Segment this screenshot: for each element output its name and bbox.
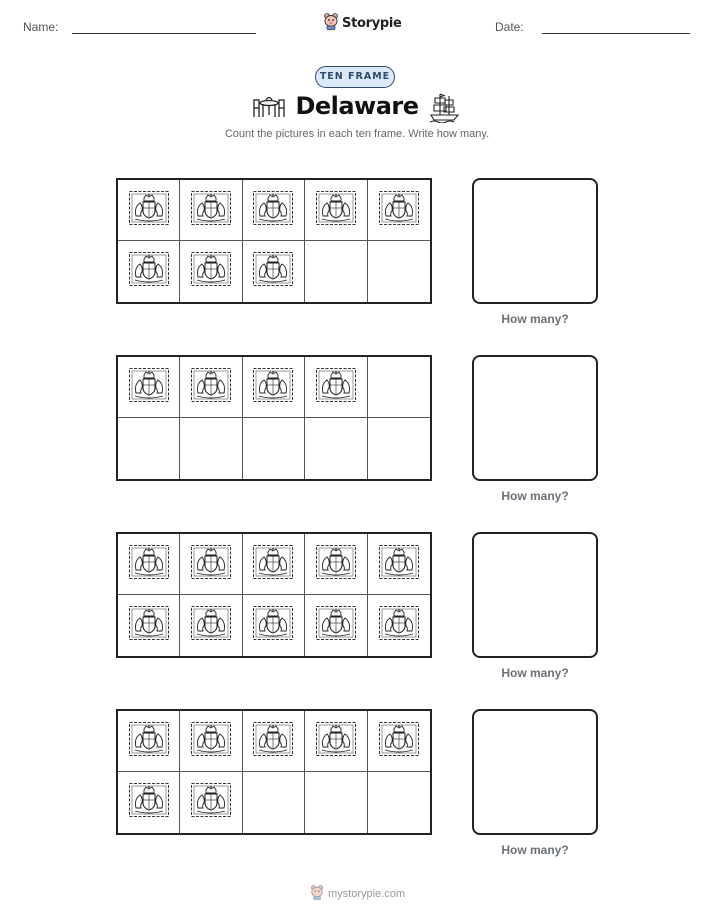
coat-of-arms-icon [190, 251, 232, 292]
ten-frame-cell [243, 711, 305, 772]
coat-of-arms-icon [252, 190, 294, 231]
date-label: Date: [495, 20, 524, 34]
ten-frame-cell [180, 241, 242, 302]
ten-frame-cell [118, 357, 180, 418]
tall-ship-icon [428, 91, 460, 128]
how-many-label-4: How many? [501, 843, 569, 857]
page-title: Delaware [295, 92, 419, 120]
ten-frame-cell [305, 711, 367, 772]
ten-frame-3 [116, 532, 432, 658]
storypie-mascot-icon [323, 12, 339, 35]
ten-frame-cell [305, 418, 367, 479]
ten-frame-cell [180, 711, 242, 772]
ten-frame-cell [243, 772, 305, 833]
ten-frame-cell [368, 357, 430, 418]
coat-of-arms-icon [378, 190, 420, 231]
ten-frame-cell [243, 357, 305, 418]
ten-frame-cell [180, 772, 242, 833]
ten-frame-2 [116, 355, 432, 481]
brand [323, 12, 402, 35]
coat-of-arms-icon [190, 605, 232, 646]
coat-of-arms-icon [252, 251, 294, 292]
ten-frame-cell [368, 241, 430, 302]
coat-of-arms-icon [128, 544, 170, 585]
ten-frame-cell [180, 534, 242, 595]
coat-of-arms-icon [315, 367, 357, 408]
answer-box-2[interactable] [472, 355, 598, 481]
ten-frame-cell [118, 180, 180, 241]
coat-of-arms-icon [378, 544, 420, 585]
ten-frame-cell [368, 772, 430, 833]
ten-frame-cell [118, 711, 180, 772]
footer [310, 884, 405, 903]
ten-frame-cell [118, 772, 180, 833]
name-write-line[interactable] [72, 33, 256, 34]
answer-box-1[interactable] [472, 178, 598, 304]
ten-frame-cell [180, 180, 242, 241]
coat-of-arms-icon [190, 190, 232, 231]
ten-frame-cell [243, 180, 305, 241]
ten-frame-cell [305, 357, 367, 418]
ten-frame-cell [243, 534, 305, 595]
how-many-label-2: How many? [501, 489, 569, 503]
coat-of-arms-icon [128, 251, 170, 292]
coat-of-arms-icon [252, 544, 294, 585]
coat-of-arms-icon [315, 605, 357, 646]
footer-url: mystorypie.com [328, 887, 406, 900]
answer-box-3[interactable] [472, 532, 598, 658]
ten-frame-1 [116, 178, 432, 304]
ten-frame-cell [118, 241, 180, 302]
coat-of-arms-icon [190, 544, 232, 585]
ten-frame-cell [305, 534, 367, 595]
coat-of-arms-icon [190, 782, 232, 823]
instructions: Count the pictures in each ten frame. Write how many. [224, 128, 490, 140]
coat-of-arms-icon [315, 544, 357, 585]
ten-frame-cell [368, 534, 430, 595]
ten-frame-cell [118, 534, 180, 595]
coat-of-arms-icon [128, 367, 170, 408]
how-many-label-1: How many? [501, 312, 569, 326]
ten-frame-cell [305, 241, 367, 302]
ten-frame-cell [368, 418, 430, 479]
ten-frame-cell [243, 241, 305, 302]
ten-frame-cell [368, 595, 430, 656]
ten-frame-cell [180, 418, 242, 479]
ten-frame-cell [305, 180, 367, 241]
ten-frame-4 [116, 709, 432, 835]
ten-frame-cell [180, 357, 242, 418]
date-write-line[interactable] [542, 33, 690, 34]
coat-of-arms-icon [378, 605, 420, 646]
coat-of-arms-icon [128, 721, 170, 762]
coat-of-arms-icon [315, 721, 357, 762]
coat-of-arms-icon [190, 367, 232, 408]
ten-frame-cell [243, 418, 305, 479]
coat-of-arms-icon [378, 721, 420, 762]
coat-of-arms-icon [252, 605, 294, 646]
storypie-mascot-icon [310, 884, 324, 903]
coat-of-arms-icon [128, 782, 170, 823]
name-label: Name: [23, 20, 59, 34]
coat-of-arms-icon [128, 605, 170, 646]
ten-frame-cell [368, 711, 430, 772]
how-many-label-3: How many? [501, 666, 569, 680]
ten-frame-cell [118, 418, 180, 479]
ten-frame-cell [180, 595, 242, 656]
coat-of-arms-icon [128, 190, 170, 231]
coat-of-arms-icon [190, 721, 232, 762]
coat-of-arms-icon [315, 190, 357, 231]
coat-of-arms-icon [252, 367, 294, 408]
ten-frame-tag: TEN FRAME [315, 66, 395, 88]
coat-of-arms-icon [252, 721, 294, 762]
answer-box-4[interactable] [472, 709, 598, 835]
ten-frame-cell [368, 180, 430, 241]
ten-frame-cell [243, 595, 305, 656]
ten-frame-cell [305, 772, 367, 833]
title-row [0, 92, 714, 124]
ten-frame-cell [118, 595, 180, 656]
ten-frame-cell [305, 595, 367, 656]
brand-name: Storypie [342, 16, 402, 31]
